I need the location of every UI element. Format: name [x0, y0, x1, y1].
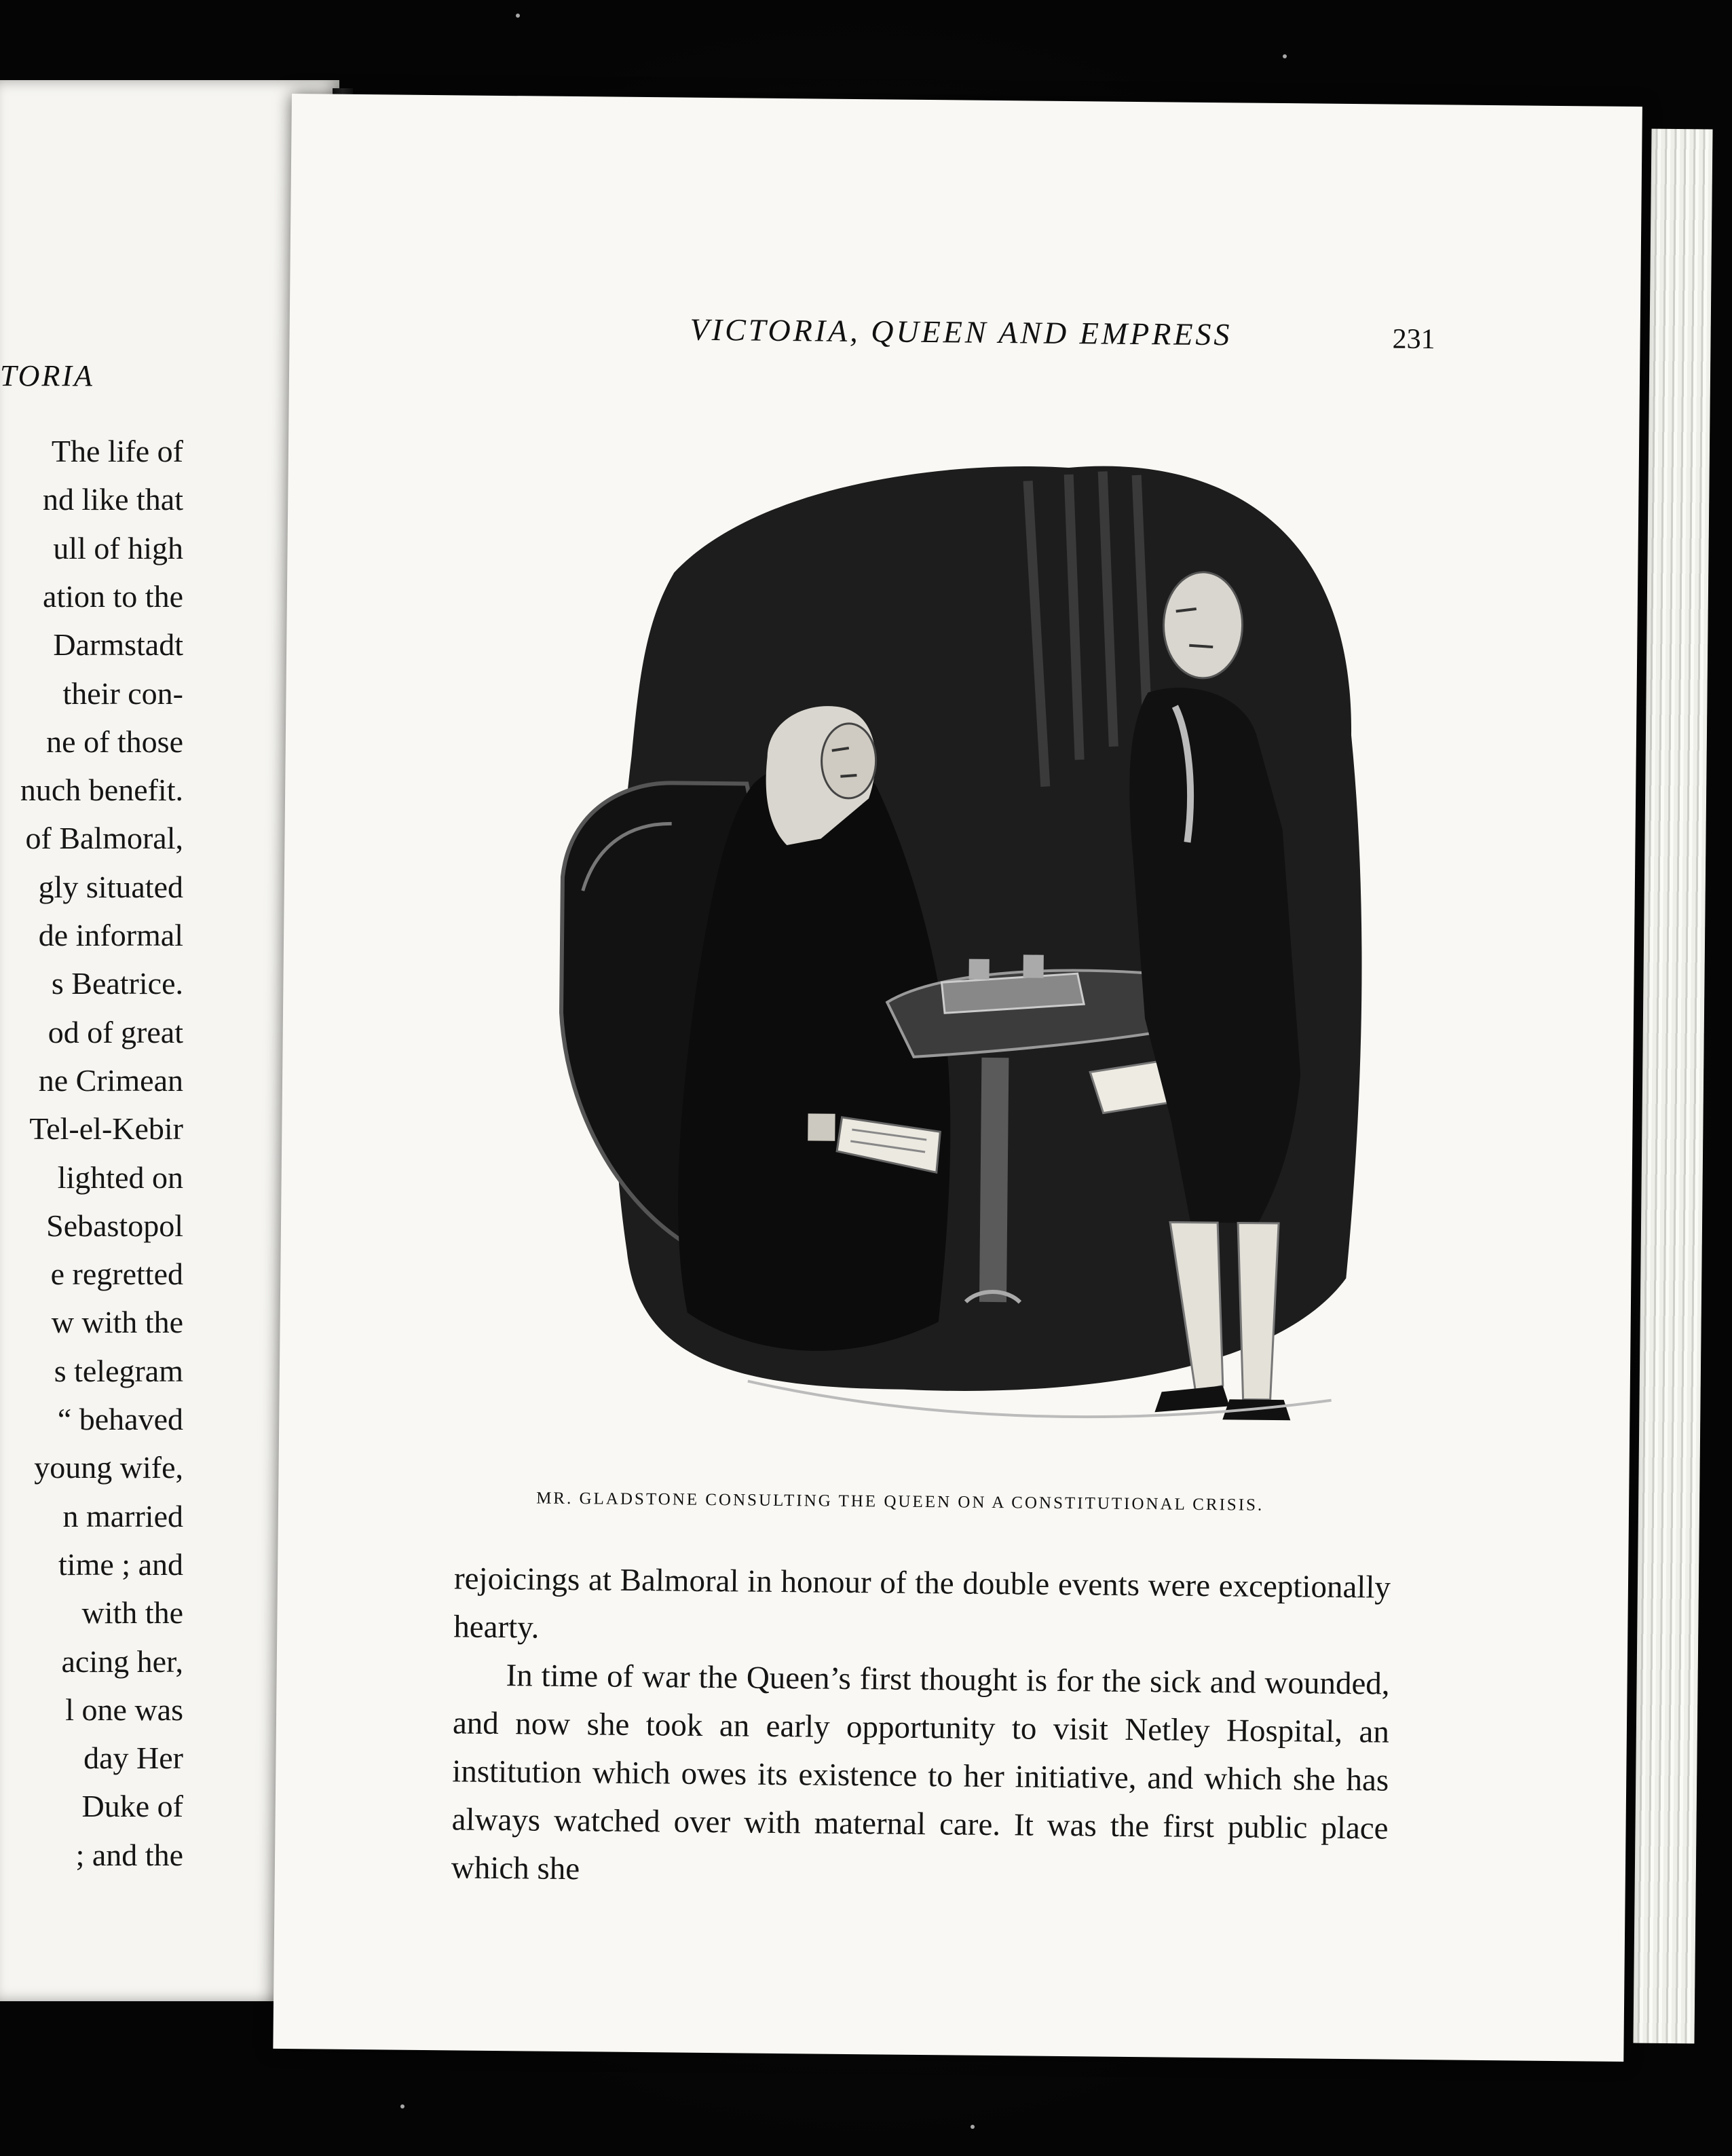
- illustration-gladstone-and-queen: [462, 401, 1395, 1469]
- left-running-head: TORIA: [0, 359, 94, 392]
- body-text: [451, 1555, 1391, 1901]
- left-text-line: ull of high: [53, 530, 183, 565]
- left-text-line: w with the: [51, 1305, 183, 1340]
- left-text-line: young wife,: [34, 1450, 183, 1485]
- left-text-line: with the: [81, 1595, 183, 1631]
- left-text-line: ne of those: [46, 724, 183, 759]
- left-text-line: Duke of: [81, 1789, 183, 1824]
- left-text-line: Darmstadt: [53, 627, 183, 663]
- left-text-line: gly situated: [38, 869, 183, 904]
- left-text-line: time ; and: [58, 1546, 183, 1582]
- left-text-line: s telegram: [54, 1353, 183, 1388]
- table-leg: [979, 1058, 1009, 1302]
- dust-speck: [1283, 54, 1287, 58]
- body-paragraph-2: In time of war the Queen’s first thought is for the sick and wounded, and now she took an early opportunity to visit Netley Hospital, an institution which owes its existence to her initiative, and which she has always watched over with maternal care. It was the first public place which she: [451, 1658, 1390, 1887]
- left-text-line: lighted on: [57, 1159, 183, 1195]
- gladstone-head: [1163, 572, 1243, 678]
- left-text-line: l one was: [65, 1692, 183, 1727]
- left-text-line: Tel-el-Kebir: [29, 1111, 183, 1147]
- left-text-line: e regretted: [50, 1257, 183, 1292]
- running-head: VICTORIA, QUEEN AND EMPRESS: [690, 312, 1232, 352]
- left-text-line: s Beatrice.: [51, 966, 183, 1001]
- left-text-line: nd like that: [43, 482, 183, 517]
- left-text-line: nuch benefit.: [20, 773, 183, 808]
- left-text-line: “ behaved: [57, 1402, 183, 1436]
- left-text-line: de informal: [38, 918, 183, 952]
- dust-speck: [516, 14, 520, 18]
- right-page: [273, 94, 1642, 2062]
- dust-speck: [400, 2104, 404, 2108]
- dust-speck: [971, 2125, 975, 2129]
- left-text-line: acing her,: [61, 1643, 183, 1679]
- illustration-caption: MR. GLADSTONE CONSULTING THE QUEEN ON A CONSTITUTIONAL CRISIS.: [536, 1489, 1264, 1514]
- left-text-line: day Her: [83, 1741, 183, 1776]
- left-text-line: ation to the: [43, 578, 183, 614]
- left-text-line: their con-: [62, 675, 183, 711]
- left-text-line: ; and the: [75, 1837, 183, 1872]
- page-number: 231: [1392, 323, 1435, 356]
- left-text-line: of Balmoral,: [25, 821, 183, 856]
- body-paragraph-1: rejoicings at Balmoral in honour of the double events were exceptionally hearty.: [453, 1561, 1391, 1646]
- queen-face: [821, 724, 876, 799]
- left-text-line: Sebastopol: [46, 1208, 183, 1243]
- left-text-line: n married: [62, 1498, 183, 1534]
- left-text-line: od of great: [48, 1014, 183, 1049]
- left-text-line: The life of: [51, 434, 183, 468]
- left-text-line: ne Crimean: [38, 1062, 183, 1098]
